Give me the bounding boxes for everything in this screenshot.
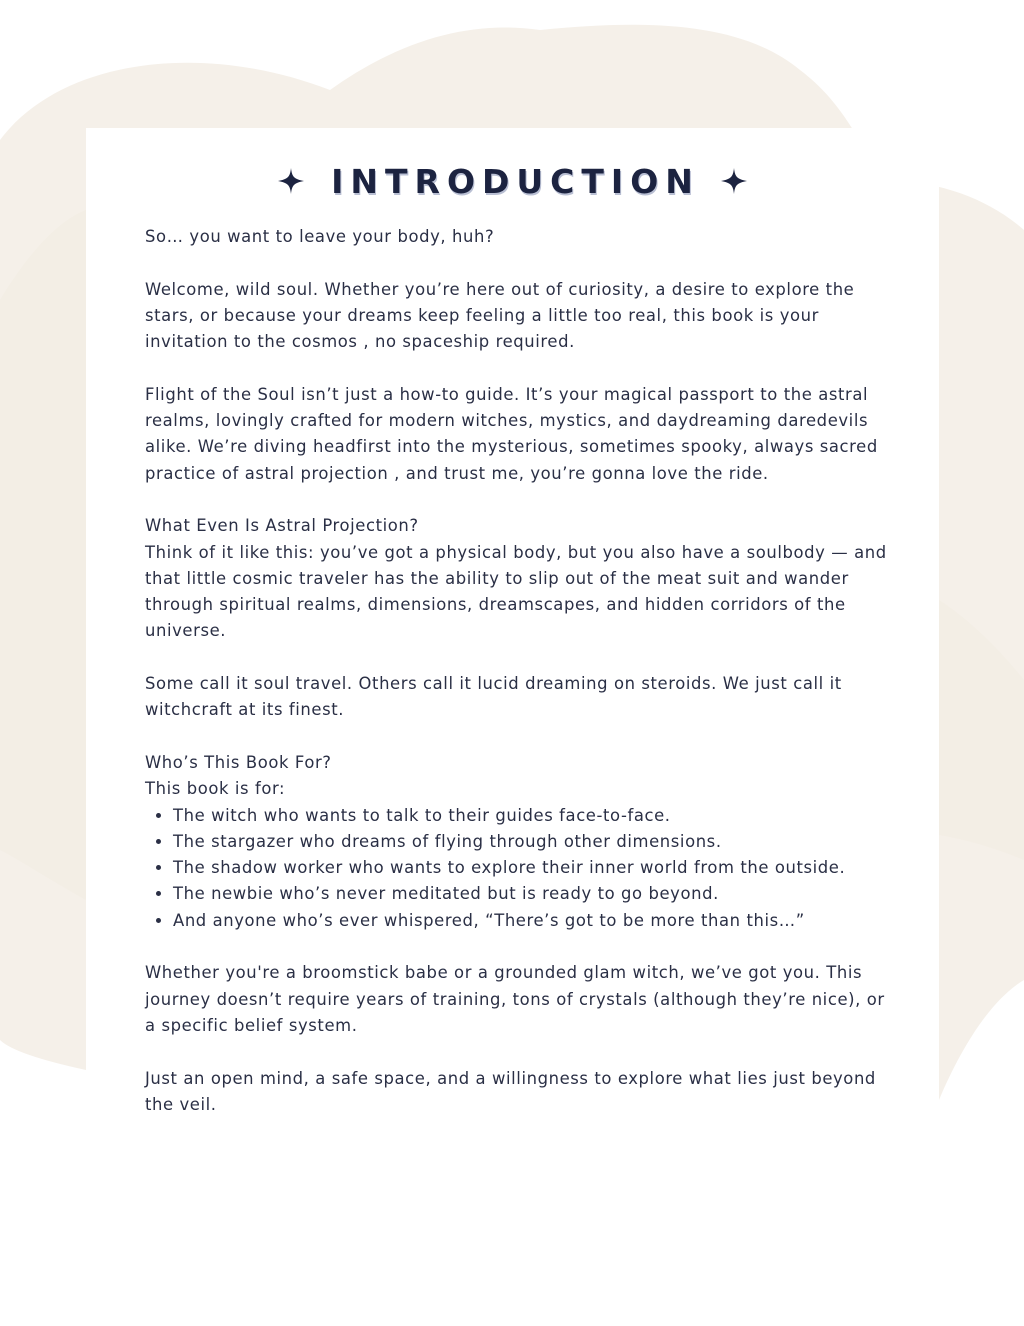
list-item: • The stargazer who dreams of flying through other dimensions. bbox=[173, 829, 895, 855]
what-paragraph: Think of it like this: you’ve got a physical body, but you also have a soulbody — and that little cosmic traveler has the ability to slip out of the meat suit and wander through spiritual realms, dimensions, dreamscapes, and hidden corridors of the universe. bbox=[145, 542, 887, 641]
who-intro: This book is for: bbox=[145, 779, 286, 799]
list-item: • The witch who wants to talk to their guides face-to-face. bbox=[173, 803, 895, 829]
welcome-paragraph: Welcome, wild soul. Whether you’re here out of curiosity, a desire to explore the stars, or because your dreams keep feeling a little too real, this book is your invitation to the cosmos , no spaceship required. bbox=[145, 279, 855, 352]
title-row bbox=[86, 156, 939, 206]
four-point-star-icon bbox=[277, 167, 305, 195]
section-heading-who: Who’s This Book For? bbox=[145, 752, 332, 772]
section-heading-what: What Even Is Astral Projection? bbox=[145, 516, 419, 536]
four-point-star-icon bbox=[720, 167, 748, 195]
opening-paragraph: So… you want to leave your body, huh? bbox=[145, 227, 495, 246]
body-content bbox=[145, 224, 895, 1144]
list-item: • The shadow worker who wants to explore their inner world from the outside. bbox=[173, 855, 895, 881]
whether-paragraph: Whether you're a broomstick babe or a grounded glam witch, we’ve got you. This journey doesn’t require years of training, tons of crystals (although they’re nice), or a specific belief system. bbox=[145, 963, 885, 1035]
list-item: • And anyone who’s ever whispered, “There’s got to be more than this…” bbox=[173, 908, 895, 934]
page-title: INTRODUCTION bbox=[331, 161, 700, 201]
some-call-paragraph: Some call it soul travel. Others call it lucid dreaming on steroids. We just call it witchcraft at its finest. bbox=[145, 674, 842, 720]
closing-paragraph: Just an open mind, a safe space, and a willingness to explore what lies just beyond the veil. bbox=[145, 1068, 876, 1114]
flight-paragraph: Flight of the Soul isn’t just a how-to guide. It’s your magical passport to the astral realms, lovingly crafted for modern witches, mystics, and daydreaming daredevils alike. We’re diving headfirst into the mysterious, sometimes spooky, always sacred practice of astral projection , and trust me, you’re gonna love the ride. bbox=[145, 384, 878, 483]
list-item: • The newbie who’s never meditated but is ready to go beyond. bbox=[173, 881, 895, 907]
audience-list bbox=[145, 803, 895, 934]
